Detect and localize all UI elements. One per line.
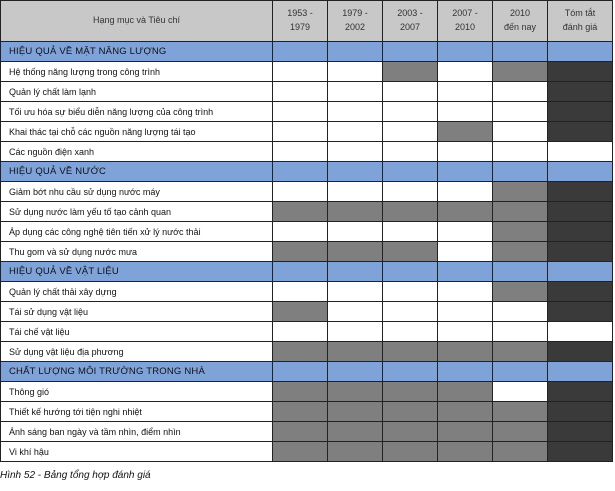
rating-cell (492, 421, 548, 442)
rating-cell (272, 81, 328, 102)
rating-cell (382, 341, 438, 362)
rating-cell (272, 201, 328, 222)
header-line1: 2010 (509, 8, 531, 19)
rating-cell (492, 221, 548, 242)
rating-cell (382, 381, 438, 402)
rating-cell (547, 321, 613, 342)
header-line1: 1979 - (342, 8, 368, 19)
section-title: CHẤT LƯỢNG MÔI TRƯỜNG TRONG NHÀ (0, 361, 273, 382)
criterion-label: Thông gió (0, 381, 273, 402)
rating-cell (437, 181, 493, 202)
rating-cell (547, 241, 613, 262)
rating-cell (327, 421, 383, 442)
header-line2: 2002 (344, 22, 366, 32)
section-fill-cell (437, 361, 493, 382)
section-fill-cell (382, 161, 438, 182)
criterion-label: Tối ưu hóa sự biểu diễn năng lượng của công trình (0, 101, 273, 122)
rating-cell (327, 401, 383, 422)
section-fill-cell (382, 41, 438, 62)
header-line2: 1979 (289, 22, 311, 32)
header-line2: 2010 (454, 22, 476, 32)
criterion-label: Giảm bớt nhu cầu sử dụng nước máy (0, 181, 273, 202)
rating-cell (547, 341, 613, 362)
section-fill-cell (327, 41, 383, 62)
rating-cell (492, 141, 548, 162)
rating-cell (382, 201, 438, 222)
rating-cell (437, 121, 493, 142)
rating-cell (437, 141, 493, 162)
section-fill-cell (327, 161, 383, 182)
rating-cell (492, 401, 548, 422)
rating-cell (272, 61, 328, 82)
section-fill-cell (272, 41, 328, 62)
rating-cell (547, 381, 613, 402)
rating-cell (437, 81, 493, 102)
rating-cell (382, 401, 438, 422)
rating-cell (547, 221, 613, 242)
section-fill-cell (382, 361, 438, 382)
rating-cell (437, 201, 493, 222)
criterion-label: Quản lý chất thải xây dựng (0, 281, 273, 302)
rating-cell (382, 121, 438, 142)
rating-cell (547, 141, 613, 162)
rating-cell (382, 181, 438, 202)
rating-cell (492, 301, 548, 322)
rating-cell (272, 141, 328, 162)
criterion-label: Sử dụng vật liệu địa phương (0, 341, 273, 362)
rating-cell (382, 281, 438, 302)
rating-cell (547, 301, 613, 322)
rating-cell (327, 101, 383, 122)
header-line1: 1953 - (287, 8, 313, 19)
rating-cell (382, 81, 438, 102)
rating-cell (382, 61, 438, 82)
section-fill-cell (492, 161, 548, 182)
criterion-label: Vi khí hậu (0, 441, 273, 462)
rating-cell (382, 101, 438, 122)
rating-cell (272, 301, 328, 322)
rating-cell (327, 301, 383, 322)
rating-cell (437, 381, 493, 402)
rating-cell (437, 421, 493, 442)
section-fill-cell (547, 161, 613, 182)
rating-cell (547, 101, 613, 122)
criterion-label: Sử dụng nước làm yếu tố tạo cảnh quan (0, 201, 273, 222)
header-line2: đến nay (503, 22, 537, 32)
rating-cell (492, 61, 548, 82)
rating-cell (437, 321, 493, 342)
criterion-label: Thiết kế hướng tới tiện nghi nhiệt (0, 401, 273, 422)
rating-cell (327, 221, 383, 242)
rating-cell (327, 141, 383, 162)
figure-caption: Hình 52 - Bảng tổng hợp đánh giá (0, 470, 151, 481)
section-fill-cell (382, 261, 438, 282)
header-line2: đánh giá (562, 22, 598, 32)
rating-cell (492, 341, 548, 362)
section-fill-cell (547, 361, 613, 382)
rating-cell (327, 241, 383, 262)
header-period-5 (492, 0, 548, 42)
rating-cell (272, 121, 328, 142)
criterion-label: Áp dụng các công nghệ tiên tiến xử lý nước thải (0, 221, 273, 242)
rating-cell (327, 201, 383, 222)
section-title: HIỆU QUẢ VỀ MẶT NĂNG LƯỢNG (0, 41, 273, 62)
rating-cell (272, 401, 328, 422)
rating-cell (492, 281, 548, 302)
rating-cell (547, 81, 613, 102)
rating-cell (492, 321, 548, 342)
rating-cell (327, 281, 383, 302)
header-title: Hạng mục và Tiêu chí (0, 0, 273, 42)
rating-cell (437, 61, 493, 82)
rating-cell (272, 441, 328, 462)
criterion-label: Các nguồn điện xanh (0, 141, 273, 162)
header-period-3 (382, 0, 438, 42)
rating-cell (327, 181, 383, 202)
rating-cell (437, 441, 493, 462)
rating-cell (272, 181, 328, 202)
rating-cell (437, 101, 493, 122)
rating-cell (327, 341, 383, 362)
rating-cell (492, 81, 548, 102)
criterion-label: Ánh sáng ban ngày và tầm nhìn, điểm nhìn (0, 421, 273, 442)
rating-cell (547, 121, 613, 142)
rating-cell (272, 341, 328, 362)
criterion-label: Thu gom và sử dụng nước mưa (0, 241, 273, 262)
criterion-label: Quản lý chất làm lạnh (0, 81, 273, 102)
rating-cell (547, 401, 613, 422)
criterion-label: Tái sử dụng vật liệu (0, 301, 273, 322)
section-fill-cell (437, 261, 493, 282)
section-title: HIỆU QUẢ VỀ VẬT LIỆU (0, 261, 273, 282)
rating-cell (547, 421, 613, 442)
rating-cell (382, 321, 438, 342)
rating-cell (492, 181, 548, 202)
rating-cell (272, 421, 328, 442)
rating-cell (547, 201, 613, 222)
rating-cell (382, 241, 438, 262)
rating-cell (547, 181, 613, 202)
rating-cell (382, 421, 438, 442)
header-line1: Tóm tắt (564, 8, 596, 19)
rating-cell (547, 281, 613, 302)
rating-cell (437, 301, 493, 322)
rating-cell (437, 281, 493, 302)
header-period-2 (327, 0, 383, 42)
rating-cell (492, 201, 548, 222)
rating-cell (272, 241, 328, 262)
rating-cell (437, 401, 493, 422)
rating-cell (327, 321, 383, 342)
rating-cell (327, 61, 383, 82)
rating-cell (327, 81, 383, 102)
rating-cell (382, 141, 438, 162)
header-period-1 (272, 0, 328, 42)
rating-cell (382, 441, 438, 462)
header-period-4 (437, 0, 493, 42)
rating-cell (382, 221, 438, 242)
rating-cell (547, 61, 613, 82)
criterion-label: Hệ thống năng lượng trong công trình (0, 61, 273, 82)
section-fill-cell (327, 261, 383, 282)
section-fill-cell (492, 361, 548, 382)
section-fill-cell (272, 361, 328, 382)
rating-cell (327, 441, 383, 462)
section-title: HIỆU QUẢ VỀ NƯỚC (0, 161, 273, 182)
rating-cell (272, 221, 328, 242)
rating-cell (272, 281, 328, 302)
rating-cell (437, 341, 493, 362)
header-line1: 2003 - (397, 8, 423, 19)
section-fill-cell (492, 41, 548, 62)
rating-cell (492, 241, 548, 262)
rating-cell (492, 101, 548, 122)
rating-cell (437, 241, 493, 262)
rating-cell (492, 381, 548, 402)
section-fill-cell (437, 41, 493, 62)
section-fill-cell (327, 361, 383, 382)
rating-cell (382, 301, 438, 322)
section-fill-cell (547, 41, 613, 62)
rating-cell (327, 381, 383, 402)
header-line2: 2007 (399, 22, 421, 32)
criterion-label: Tái chế vật liệu (0, 321, 273, 342)
header-line1: 2007 - (452, 8, 478, 19)
section-fill-cell (272, 161, 328, 182)
rating-cell (327, 121, 383, 142)
rating-cell (492, 121, 548, 142)
section-fill-cell (547, 261, 613, 282)
section-fill-cell (272, 261, 328, 282)
rating-cell (547, 441, 613, 462)
header-period-6 (547, 0, 613, 42)
rating-cell (272, 101, 328, 122)
criterion-label: Khai thác tại chỗ các nguồn năng lượng tái tạo (0, 121, 273, 142)
rating-cell (272, 321, 328, 342)
rating-cell (492, 441, 548, 462)
section-fill-cell (492, 261, 548, 282)
section-fill-cell (437, 161, 493, 182)
rating-cell (437, 221, 493, 242)
rating-cell (272, 381, 328, 402)
